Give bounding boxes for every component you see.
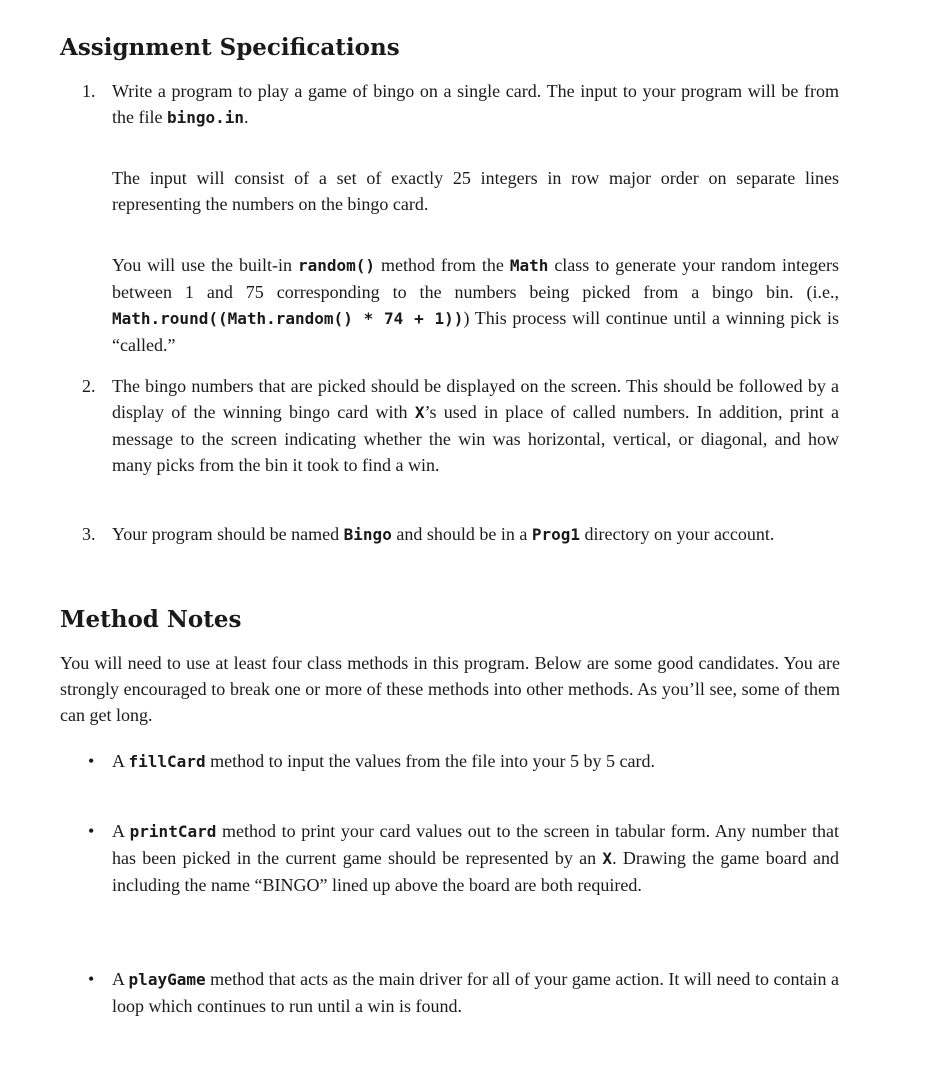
code-playgame: playGame: [128, 970, 206, 989]
item-3-paragraph: Your program should be named Bingo and should be in a Prog1 directory on your account.: [112, 524, 775, 544]
bullet-icon: •: [88, 969, 95, 989]
item-number: 1.: [82, 81, 96, 101]
bullet-icon: •: [88, 751, 95, 771]
code-bingo-in: bingo.in: [166, 108, 245, 127]
code-prog1: Prog1: [531, 525, 580, 544]
code-fillcard: fillCard: [128, 752, 206, 771]
intro-paragraph: You will need to use at least four class methods in this program. Below are some good candidates. You are strongly encouraged to break one or more of these methods into other methods. As you’ll see, some of them can get long.: [60, 653, 840, 725]
item-1-paragraph-1: Write a program to play a game of bingo on a single card. The input to your program will be from the file bingo.in.: [112, 81, 839, 127]
bullet-1-text: A fillCard method to input the values from the file into your 5 by 5 card.: [112, 751, 655, 771]
code-math: Math: [509, 256, 549, 275]
section-heading-method-notes: Method Notes: [60, 606, 242, 633]
section-heading-assignment: Assignment Specifications: [60, 34, 400, 61]
method-notes-intro: [60, 650, 840, 728]
code-math-round: Math.round((Math.random() * 74 + 1)): [112, 309, 464, 328]
item-1-paragraph-2: The input will consist of a set of exactly 25 integers in row major order on separate lines representing the numbers on the bingo card.: [112, 168, 839, 214]
bullet-icon: •: [88, 821, 95, 841]
bullet-2-text: A printCard method to print your card values out to the screen in tabular form. Any number that has been picked in the current game should be represented by an X. Drawing the game board and including the name “BINGO” lined up above the board are both required.: [112, 821, 839, 895]
code-x: X: [414, 403, 425, 422]
item-number: 3.: [82, 524, 96, 544]
item-number: 2.: [82, 376, 96, 396]
code-bingo: Bingo: [343, 525, 392, 544]
code-random: random(): [297, 256, 376, 275]
bullet-3-text: A playGame method that acts as the main driver for all of your game action. It will need to contain a loop which continues to run until a win is found.: [112, 969, 839, 1016]
code-printcard: printCard: [129, 822, 217, 841]
item-2-paragraph: The bingo numbers that are picked should be displayed on the screen. This should be followed by a display of the winning bingo card with X’s used in place of called numbers. In addition, print a message to the screen indicating whether the win was horizontal, vertical, or diagonal, and how many picks from the bin it took to find a win.: [112, 376, 839, 475]
item-1-paragraph-3: You will use the built-in random() method from the Math class to generate your random integers between 1 and 75 corresponding to the numbers being picked from a bingo bin. (i.e., Math.round((Math.random() * 74 + 1))) This process will continue until a winning pick is “called.”: [112, 255, 840, 355]
code-x-2: X: [602, 849, 613, 868]
